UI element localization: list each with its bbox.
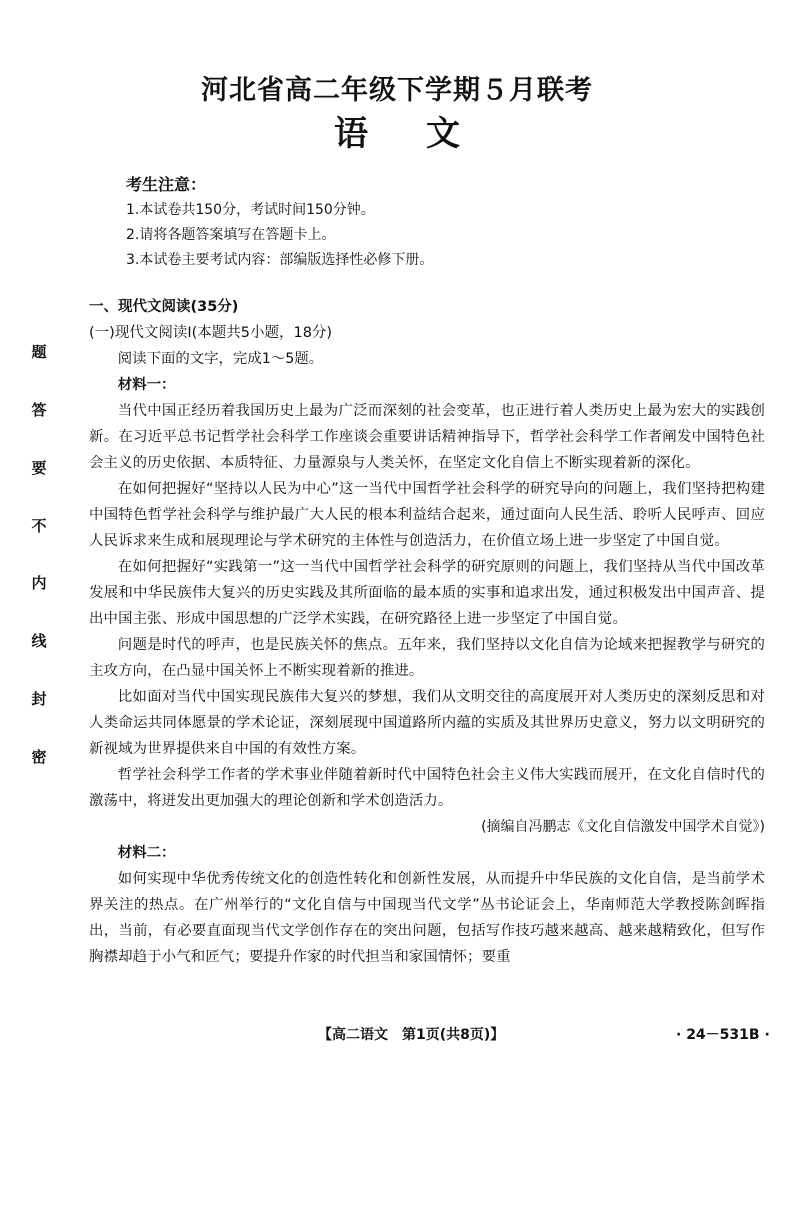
side-char: 答: [31, 400, 47, 419]
section-heading: 一、现代文阅读(35分): [89, 299, 239, 315]
side-char: 要: [31, 458, 47, 477]
exam-title: 河北省高二年级下学期５月联考: [201, 75, 593, 106]
material-two-label: 材料二：: [117, 845, 176, 861]
subject-title: 语文: [334, 114, 518, 154]
notice-item: 3.本试卷主要考试内容：部编版选择性必修下册。: [126, 252, 434, 268]
paragraph: 在如何把握好“实践第一”这一当代中国哲学社会科学的研究原则的问题上，我们坚持从当代中国改革发展和中华民族伟大复兴的历史实践及其所面临的最本质的实事和追求出发，通过积极发出中国声音、提出中国主张、形成中国思想的广泛学术实践，在研究路径上进一步坚定了中国自觉。: [89, 559, 765, 627]
side-char: 线: [31, 632, 47, 651]
paper-code: · 24－531B ·: [676, 1027, 770, 1043]
side-char: 题: [31, 343, 47, 361]
subsection-heading: (一)现代文阅读Ⅰ(本题共5小题，18分): [89, 325, 333, 341]
paragraph: 问题是时代的呼声，也是民族关怀的焦点。五年来，我们坚持以文化自信为论域来把握教学与研究的主攻方向，在凸显中国关怀上不断实现着新的推进。: [89, 637, 765, 679]
candidate-notice: [126, 172, 433, 273]
binding-line-note: [28, 345, 50, 765]
paragraph: 当代中国正经历着我国历史上最为广泛而深刻的社会变革，也正进行着人类历史上最为宏大的实践创新。在习近平总书记哲学社会科学工作座谈会重要讲话精神指导下，哲学社会科学工作者阐发中国特色社会主义的历史依据、本质特征、力量源泉与人类关怀，在坚定文化自信上不断实现着新的深化。: [89, 403, 765, 471]
notice-item: 1.本试卷共150分，考试时间150分钟。: [126, 202, 375, 218]
paragraph: 在如何把握好“坚持以人民为中心”这一当代中国哲学社会科学的研究导向的问题上，我们坚持把构建中国特色哲学社会科学与维护最广大人民的根本利益结合起来，通过面向人民生活、聆听人民呼声、回应人民诉求来生成和展现理论与学术研究的主体性与创造活力，在价值立场上进一步坚定了中国自觉。: [89, 481, 765, 549]
side-char: 密: [31, 747, 47, 766]
material-one-label: 材料一：: [117, 377, 176, 393]
notice-title: 考生注意：: [126, 175, 207, 194]
paragraph: 如何实现中华优秀传统文化的创造性转化和创新性发展，从而提升中华民族的文化自信，是当前学术界关注的热点。在广州举行的“文化自信与中国现当代文学”丛书论证会上，华南师范大学教授陈剑晖指出，当前，有必要直面现当代文学创作存在的突出问题，包括写作技巧越来越高、越来越精致化，但写作胸襟却趋于小气和匠气；要提升作家的时代担当和家国情怀；要重: [89, 871, 765, 965]
paragraph: 比如面对当代中国实现民族伟大复兴的梦想，我们从文明交往的高度展开对人类历史的深刻反思和对人类命运共同体愿景的学术论证，深刻展现中国道路所内蕴的实质及其世界历史意义，努力以文明研究的新视域为世界提供来自中国的有效性方案。: [89, 689, 765, 757]
side-char: 封: [31, 690, 47, 709]
notice-item: 2.请将各题答案填写在答题卡上。: [126, 227, 336, 243]
reading-section: [89, 294, 765, 970]
side-char: 不: [31, 516, 47, 535]
side-char: 内: [31, 574, 47, 593]
reading-instruction: 阅读下面的文字，完成1～5题。: [117, 351, 324, 367]
source-citation: (摘编自冯鹏志《文化自信激发中国学术自觉》): [481, 819, 765, 835]
page-number: 【高二语文 第1页(共8页)】: [318, 1027, 505, 1043]
paragraph: 哲学社会科学工作者的学术事业伴随着新时代中国特色社会主义伟大实践而展开，在文化自信时代的激荡中，将迸发出更加强大的理论创新和学术创造活力。: [89, 767, 765, 809]
